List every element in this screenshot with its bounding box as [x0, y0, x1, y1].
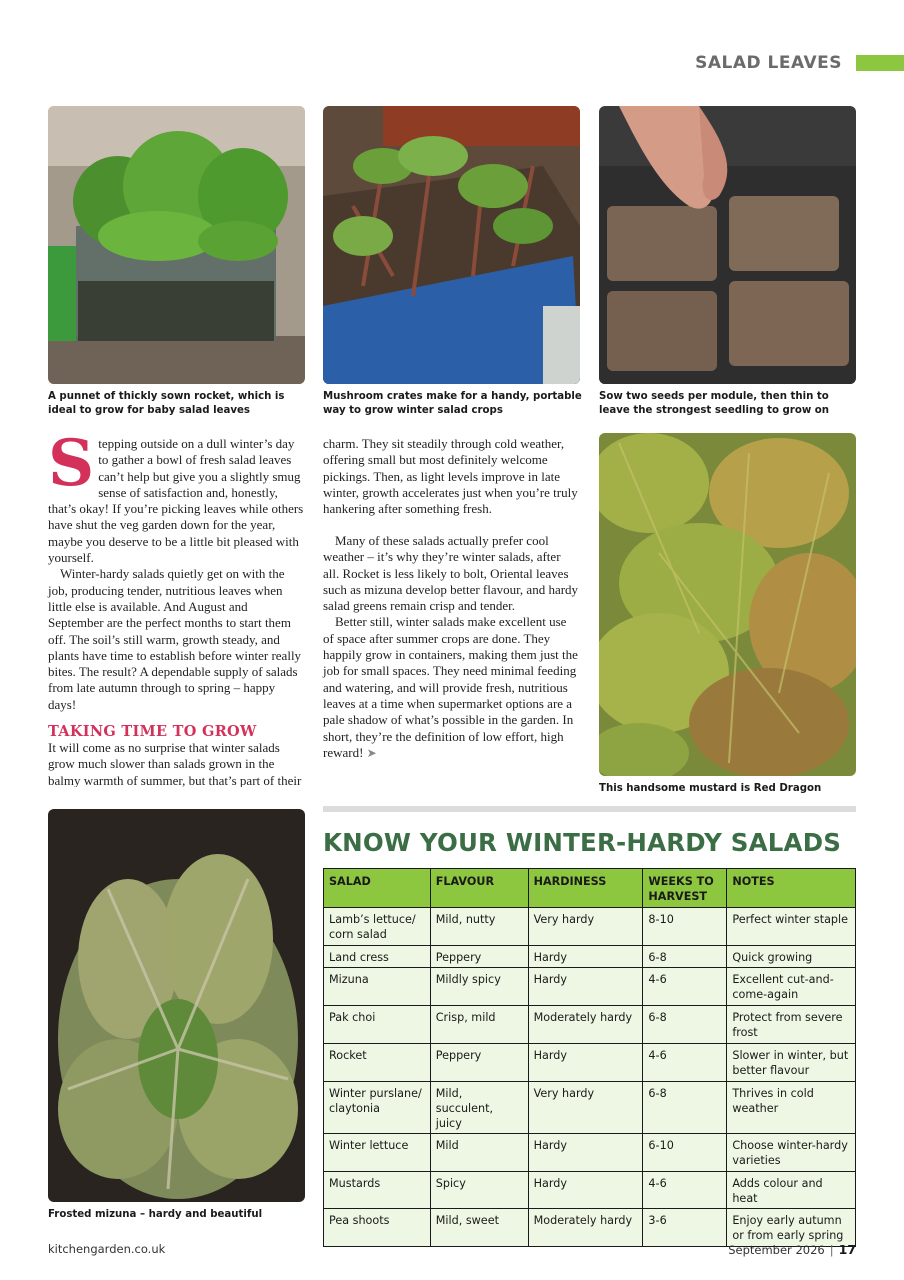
table-row [324, 1006, 856, 1044]
cell-hardiness: Moderately hardy [528, 1006, 643, 1044]
cell-hardiness: Moderately hardy [528, 1209, 643, 1247]
cell-salad: Winter lettuce [324, 1134, 431, 1172]
header-salad: SALAD [324, 869, 431, 908]
table-row [324, 968, 856, 1006]
cell-weeks: 6-8 [643, 946, 727, 968]
red-dragon-mustard-photo [599, 433, 856, 776]
cell-notes: Thrives in cold weather [727, 1082, 856, 1134]
cell-flavour: Mild, sweet [430, 1209, 528, 1247]
cell-hardiness: Hardy [528, 1134, 643, 1172]
cell-flavour: Crisp, mild [430, 1006, 528, 1044]
salads-table [323, 868, 856, 1247]
cell-notes: Enjoy early autumn or from early spring [727, 1209, 856, 1247]
mushroom-crates-photo [323, 106, 580, 384]
cell-salad: Mizuna [324, 968, 431, 1006]
cell-notes: Protect from severe frost [727, 1006, 856, 1044]
cell-flavour: Peppery [430, 946, 528, 968]
table-row [324, 1044, 856, 1082]
divider-rule [323, 806, 856, 812]
cell-hardiness: Very hardy [528, 1082, 643, 1134]
cell-flavour: Mild [430, 1134, 528, 1172]
article-paragraph-split: It will come as no surprise that winter salads grow much slower than salads grown in the balmy warmth of summer, but that’s part of their [48, 740, 302, 788]
cell-weeks: 3-6 [643, 1209, 727, 1247]
article-paragraph: Many of these salads actually prefer cool weather – it’s why they’re winter salads, after all. Rocket is less likely to bolt, Oriental leaves such as mizuna develop better flavour, and hardy salad greens remain crisp and tender. [323, 533, 579, 614]
table-title: KNOW YOUR WINTER-HARDY SALADS [323, 828, 842, 857]
page-number: 17 [838, 1242, 856, 1257]
cell-salad: Mustards [324, 1172, 431, 1209]
table-row [324, 908, 856, 946]
issue-date: September 2026 [728, 1242, 825, 1257]
cell-notes: Perfect winter staple [727, 908, 856, 946]
article-paragraph: Better still, winter salads make excellent use of space after summer crops are done. They happily grow in containers, making them just the job for small spaces. They need minimal feeding and watering, and will provide fresh, nutritious leaves at a time when supermarket options are a pale shadow of what’s possible in the garden. In short, they’re the definition of low effort, high reward! ➤ [323, 614, 578, 760]
cell-hardiness: Hardy [528, 1172, 643, 1209]
cell-weeks: 4-6 [643, 1172, 727, 1209]
cell-notes: Slower in winter, but better flavour [727, 1044, 856, 1082]
article-continuation: charm. They sit steadily through cold weather, offering small but most definitely welcome pickings. Then, as light levels improve in late winter, growth accelerates just when you’re truly hankering after something fresh. [323, 436, 578, 517]
table-row [324, 1082, 856, 1134]
cell-flavour: Spicy [430, 1172, 528, 1209]
article-column-1 [48, 426, 304, 788]
mustard-photo-caption: This handsome mustard is Red Dragon [599, 783, 822, 794]
rocket-punnet-photo [48, 106, 305, 384]
section-header [695, 53, 904, 73]
header-notes: NOTES [727, 869, 856, 908]
header-flavour: FLAVOUR [430, 869, 528, 908]
drop-cap: S [48, 426, 95, 501]
website-url: kitchengarden.co.uk [48, 1242, 166, 1256]
cell-salad: Land cress [324, 946, 431, 968]
page-footer [728, 1242, 856, 1257]
section-label: SALAD LEAVES [695, 53, 842, 73]
cell-salad: Winter purslane/ claytonia [324, 1082, 431, 1134]
cell-flavour: Mildly spicy [430, 968, 528, 1006]
cell-notes: Quick growing [727, 946, 856, 968]
article-paragraph: Winter-hardy salads quietly get on with the job, producing tender, nutritious leaves when little else is available. And August and September are the perfect months to start them off. The soil’s still warm, growth steady, and plants have time to establish before winter really bites. The result? A dependable supply of salads from late autumn through to spring – happy days! [48, 566, 302, 712]
table-row [324, 1172, 856, 1209]
cell-flavour: Mild, succulent, juicy [430, 1082, 528, 1134]
rocket-photo-caption: A punnet of thickly sown rocket, which is ideal to grow for baby salad leaves [48, 391, 285, 416]
cell-hardiness: Hardy [528, 968, 643, 1006]
header-hardiness: HARDINESS [528, 869, 643, 908]
seeds-photo-caption: Sow two seeds per module, then thin to leave the strongest seedling to grow on [599, 391, 830, 416]
sowing-seeds-photo [599, 106, 856, 384]
end-arrow-icon: ➤ [366, 745, 377, 760]
article-paragraph: Stepping outside on a dull winter’s day to gather a bowl of fresh salad leaves can’t help but give you a slightly smug sense of satisfaction and, honestly, that’s okay! If you’re picking leaves while others have shut the veg garden down for the year, maybe you deserve to be a little bit pleased with yourself. [48, 426, 304, 566]
footer-separator: | [829, 1242, 834, 1257]
cell-flavour: Peppery [430, 1044, 528, 1082]
cell-weeks: 8-10 [643, 908, 727, 946]
cell-weeks: 6-8 [643, 1082, 727, 1134]
section-accent-bar [856, 55, 904, 71]
cell-flavour: Mild, nutty [430, 908, 528, 946]
cell-hardiness: Very hardy [528, 908, 643, 946]
cell-notes: Excellent cut-and-come-again [727, 968, 856, 1006]
article-column-2 [323, 436, 580, 761]
table-row [324, 1134, 856, 1172]
frosted-mizuna-photo [48, 809, 305, 1202]
table-row [324, 946, 856, 968]
table-row [324, 1209, 856, 1247]
cell-salad: Pea shoots [324, 1209, 431, 1247]
cell-hardiness: Hardy [528, 1044, 643, 1082]
cell-weeks: 4-6 [643, 1044, 727, 1082]
cell-notes: Adds colour and heat [727, 1172, 856, 1209]
cell-hardiness: Hardy [528, 946, 643, 968]
mizuna-photo-caption: Frosted mizuna – hardy and beautiful [48, 1209, 263, 1220]
article-subheading: TAKING TIME TO GROW [48, 723, 257, 741]
cell-salad: Rocket [324, 1044, 431, 1082]
cell-weeks: 6-10 [643, 1134, 727, 1172]
cell-salad: Pak choi [324, 1006, 431, 1044]
crates-photo-caption: Mushroom crates make for a handy, portable way to grow winter salad crops [323, 391, 582, 416]
cell-weeks: 6-8 [643, 1006, 727, 1044]
cell-salad: Lamb’s lettuce/ corn salad [324, 908, 431, 946]
cell-weeks: 4-6 [643, 968, 727, 1006]
header-weeks-to-harvest: WEEKS TO HARVEST [643, 869, 727, 908]
table-header-row [324, 869, 856, 908]
cell-notes: Choose winter-hardy varieties [727, 1134, 856, 1172]
